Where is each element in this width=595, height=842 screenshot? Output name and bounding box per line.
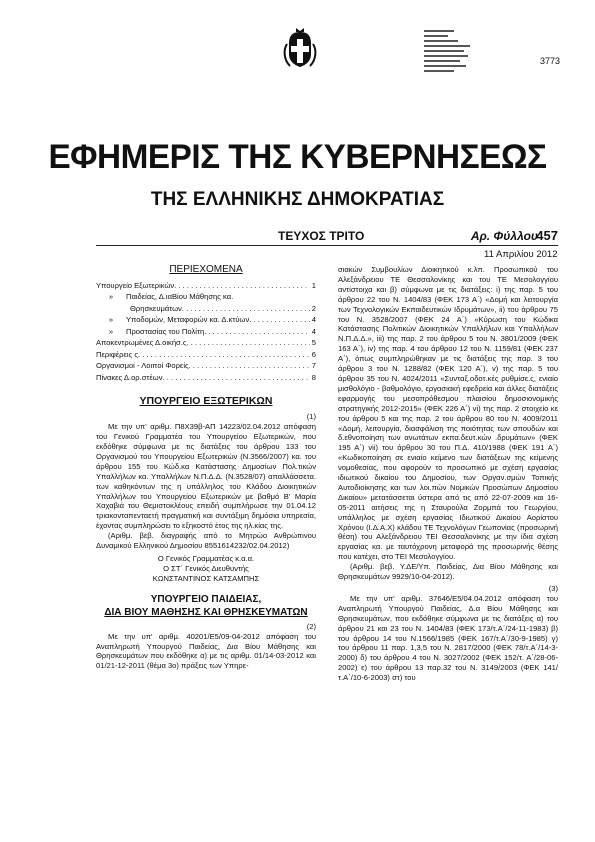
decision-text: Με την υπ' αριθμ. 37646/Ε5/04.04.2012 απόφαση του Αναπληρωτή Υπουργού Παιδείας, Δ.α Βίου Μάθησης και Θρησκευμάτων, που εκδόθηκε σύμφωνα με τις διατάξεις α) του άρθρου 21 και 23 του Ν. 1404/83 (ΦΕΚ 173/τ.Α΄/24-11-1983) β) του άρθρου 14 του Ν.1566/1985 (ΦΕΚ 167/τ.Α΄/30-9-1985) γ) του άρθρου 11 παρ. 1,3,5 του Ν. 2817/2000 (ΦΕΚ 78/τ.Α΄/14-3-2000) δ) του άρθρου 4 του Ν. 3027/2002 (ΦΕΚ 152/τ. Α΄/28-06-2002) ε) του άρθρου 13 παρ.32 του Ν. 3149/2003 (ΦΕΚ 141/τ.Α΄/10-6-2003) στ) του: [338, 593, 558, 683]
toc-item[interactable]: Οργανισμοί - Λοιποί Φορείς . . . 7: [96, 360, 316, 372]
gazette-subtitle: ΤΗΣ ΕΛΛΗΝΙΚΗΣ ΔΗΜΟΚΡΑΤΙΑΣ: [150, 189, 445, 210]
issue-label: ΤΕΥΧΟΣ ΤΡΙΤΟ: [278, 229, 365, 243]
decision-text: Με την υπ' αριθμ. 40201/Ε5/09-04-2012 απόφαση του Αναπληρωτή Υπουργού Παιδείας, Δια Βίου Μάθησης και Θρησκευμάτων που εκδόθηκε α) με τις αριθμ. 01/14-03-2012 και 01/21-12-2011 (θέμα 3ο) πράξεις των Υπηρε-: [96, 631, 316, 671]
signature-line: Ο Γενικός Γραμματέας κ.α.α.: [157, 554, 255, 563]
toc-item[interactable]: » Υποδομών, Μεταφορών κα. Δ.κτύων . . . 4: [96, 314, 316, 326]
decision-note: (Αριθμ. βεβ. διαγραφής από το Μητρώο Ανθρώπινου Δυναμικού Ελληνικού Δημοσίου 8551614232/02.04.2012): [96, 531, 316, 551]
decision-number: (1): [306, 412, 316, 422]
decision-text: Με την υπ' αριθμ. Π8Χ39β-ΑΠ 14223/02.04.2012 απόφαση του Γενικού Γραμματέα του Υπουργείου Εξωτερικών, που εκδόθηκε σύμφωνα με τις διατάξεις του άρθρου 133 του Οργανισμού του Υπουργείου Εξωτερικών (Ν.3566/2007) κα. του άρθρου 155 του Κώδ.κα Κατάστασης Δημοσίων Πολ.τικών Υπαλλήλων κα. Υπαλλήλων Ν.Π.Δ.Δ. (Ν.3528/07) απαλλάσσετα. των καθηκόντων της η υπάλληλος του Κλάδου Διοικητικών Υπαλλήλων του Υπουργείου Εξωτερικών με βαθμό Β' Μαρία Χαχαβιά του Θεμιστοκλέους επειδή συμπλήρωσε την 01.04.12 τριακονταπενταετή πραγματική και συντάξιμη δημόσια υπηρεσία, έχοντας συμπληρώσει το εξηκοστό έτος της ηλ.κίας της.: [96, 422, 316, 531]
toc-heading: ΠΕΡΙΕΧΟΜΕΝΑ: [169, 264, 243, 275]
toc-item[interactable]: Πίνακες Δ.ορ.στέων . . . 8: [96, 372, 316, 384]
gazette-title: ΕΦΗΜΕΡΙΣ ΤΗΣ ΚΥΒΕΡΝΗΣΕΩΣ: [48, 138, 547, 176]
decision-number: (2): [306, 621, 316, 631]
greek-coat-of-arms-emblem: [280, 26, 320, 72]
publisher-stamp: [424, 30, 470, 86]
issue-number: 457: [536, 228, 558, 243]
issue-date: 11 Απριλίου 2012: [484, 249, 558, 260]
toc-item[interactable]: » Προστασίας του Πολίτη . . . 4: [96, 326, 316, 338]
signatory-name: ΚΩΝΣΤΑΝΤΙΝΟΣ ΚΑΤΣΑΜΠΗΣ: [152, 573, 260, 583]
section-heading-foreign-affairs: ΥΠΟΥΡΓΕΙΟ ΕΞΩΤΕΡΙΚΩΝ: [139, 395, 273, 408]
decision-note: (Αριθμ. βεβ. Υ.ΔΕ/Υπ. Παιδείας, Δια Βίου Μάθησης και Θρησκευμάτων 9929/10-04-2012).: [338, 562, 558, 582]
toc-item[interactable]: Αποκεντρωμένες Δ.οικήσ.ς . . . 5: [96, 337, 316, 349]
toc-item[interactable]: » Παιδείας, Δ.ιαΒίου Μάθησης κα.: [108, 292, 234, 302]
decision-text: σιακών Συμβουλίων Διοικητικού κ.λπ. Προσωπικού του Αλεξάνδρειου ΤΕ Θεσσαλονίκης και του ΤΕ Μεσολογγίου αντίστοιχα και β) σύμφωνα με τις διατάξεις: i) της παρ. 5 του άρθρου 22 του Ν. 1404/83 (ΦΕΚ 173 Α΄) «Δομή και λειτουργία των Τεχνολογικών Εκπαιδευτικών Ιδρυμάτων», ii) του άρθρου 75 του Ν. 3528/2007 (ΦΕΚ 24 Α΄) «Κύρωση του Κώδικα Κατάστασης Πολιτικών Διοικητικών Υπαλλήλων και Υπαλλήλων Ν.Π.Δ.Δ.», iii) της παρ. 2 του άρθρου 5 του Ν. 3801/2009 (ΦΕΚ 163 Α΄), iv) της παρ. 4 του άρθρου 12 του Ν. 1159/81 (ΦΕΚ 237 Α΄), όπως συμπληρώθηκαν με τις διατάξεις της παρ. 3 του άρθρου 3 του Ν. 1288/82 (ΦΕΚ 120 Α΄), v) της παρ. 5 του άρθρου 35 του Ν. 4024/2011 «Συνταξ.οδοτ.κές ρυθμίσε.ς, ενιαίο μισθολόγιο - βαθμολόγιο, εργασιακή εφεδρεία και άλλες διατάξεις εφαρμογής του μεσοπρόθεσμου πλαισίου δημοσιονομικής στρατηγικής 2012-2015» (ΦΕΚ 226 Α΄) vi) της παρ. 2 στοιχείο κε του άρθρου 5 και της παρ. 2 του άρθρου 80 του Ν. 4009/2011 «Δομή, λειτουργία, διασφάλιση της ποιότητας των σπουδών και δ.εθνοποίηση των ανωτάτων εκπα.δευτ.κών .δρυμάτων» (ΦΕΚ 195 Α΄) vii) του άρθρου 30 του Π.Δ. 410/1988 (ΦΕΚ 191 Α΄) «Κωδικοποίηση σε ενιαίο κείμενο των διατάξεων της κείμενης νομοθεσίας, που αφορούν το προσωπικό με σχέση εργασίας ιδιωτικού δικαίου του Δημοσίου, των Οργαν.σμών Τοπικής Αυτοδιοίκησης και των λοι.πών Νομικών Προσώπων Δημοσίου Δικαίου» μετατάσσεται ύστερα από τις από 22-07-2009 και 16-05-2011 αιτήσεις της η Σταυρούλα Ζορμπά του Γεωργίου, υπάλληλος με σχέση εργασίας Ιδιωτικού Δικαίου Αορίστου Χρόνου (Ι.Δ.Α.Χ) κλάδου ΤΕ Τεχνολόγων Γεωπονίας (προσωρινή θέση) του Αλεξάνδρειου ΤΕΙ Θεσσαλονίκης με την ίδια σχέση εργασίας κα. με ταυτόχρονη μεταφορά της προσωρινής θέσης που κατέχει, στο ΤΕΙ Μεσολογγίου.: [338, 265, 558, 562]
header-rule: [96, 245, 558, 246]
toc-item[interactable]: Υπουργείο Εξωτερικών . . . 1: [96, 280, 316, 292]
issue-number-label: Αρ. Φύλλου: [470, 229, 538, 243]
right-column: [338, 265, 558, 683]
left-column: [96, 265, 316, 671]
toc-item[interactable]: Περιφέρεις ς . . . 6: [96, 349, 316, 361]
toc-list: [96, 280, 316, 384]
page-number: 3773: [540, 56, 561, 66]
decision-number: (3): [548, 584, 558, 593]
section-heading-education: ΥΠΟΥΡΓΕΙΟ ΠΑΙΔΕΙΑΣ, ΔΙΑ ΒΙΟΥ ΜΑΘΗΣΗΣ ΚΑΙ ΘΡΗΣΚΕΥΜΑΤΩΝ: [104, 593, 308, 618]
issue-info-row: [96, 229, 558, 245]
signature-line: Ο ΣΤ΄ Γενικός Διευθυντής: [163, 563, 249, 573]
toc-item[interactable]: Θρησκευμάτων . . . 2: [96, 303, 316, 315]
